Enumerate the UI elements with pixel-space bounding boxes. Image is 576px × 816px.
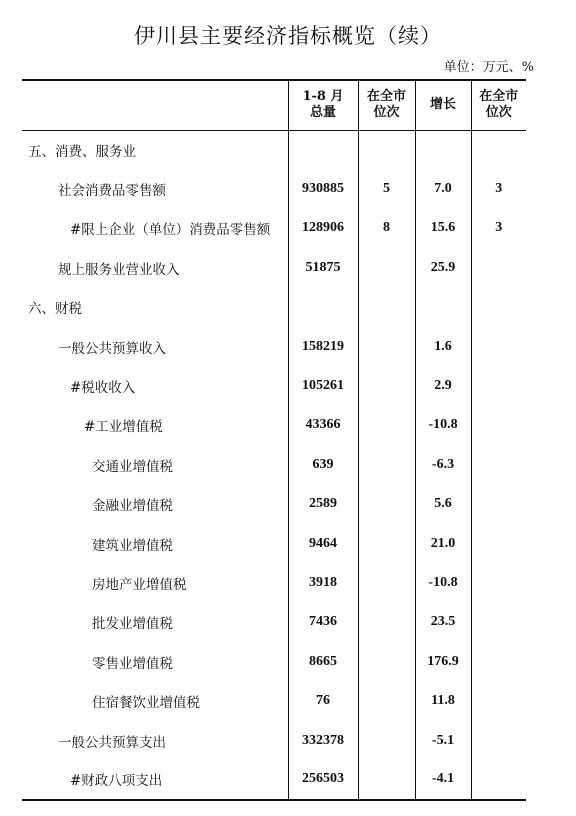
table-row bbox=[22, 248, 526, 287]
row-rank-growth bbox=[471, 563, 526, 602]
table-row bbox=[22, 563, 526, 602]
row-rank-total bbox=[358, 721, 415, 760]
header-label-cell bbox=[22, 80, 288, 130]
row-growth: 21.0 bbox=[415, 524, 471, 563]
row-growth: -6.3 bbox=[415, 445, 471, 484]
unit-note: 单位：万元、% bbox=[443, 60, 534, 75]
row-rank-growth bbox=[471, 288, 526, 327]
row-total: 105261 bbox=[288, 366, 358, 405]
row-rank-growth bbox=[471, 445, 526, 484]
row-label: 五、消费、服务业 bbox=[28, 143, 136, 160]
row-growth: 5.6 bbox=[415, 485, 471, 524]
row-total bbox=[288, 288, 358, 327]
row-label: #财政八项支出 bbox=[22, 760, 288, 799]
table-row bbox=[22, 524, 526, 563]
row-rank-growth bbox=[471, 642, 526, 681]
row-total: 158219 bbox=[288, 327, 358, 366]
row-label: 社会消费品零售额 bbox=[58, 183, 166, 200]
row-total: 8665 bbox=[288, 642, 358, 681]
header-total-line2: 总量 bbox=[309, 105, 336, 121]
table-row bbox=[22, 130, 526, 169]
row-label: 建筑业增值税 bbox=[92, 537, 173, 554]
row-growth: -10.8 bbox=[415, 406, 471, 445]
row-growth: -4.1 bbox=[415, 760, 471, 799]
row-label: 金融业增值税 bbox=[92, 498, 173, 515]
row-rank-total bbox=[358, 485, 415, 524]
row-rank-total bbox=[358, 248, 415, 287]
row-rank-total bbox=[358, 603, 415, 642]
row-rank-growth bbox=[471, 248, 526, 287]
row-rank-total: 5 bbox=[358, 169, 415, 208]
row-rank-growth bbox=[471, 130, 526, 169]
row-rank-total bbox=[358, 760, 415, 799]
row-label: 房地产业增值税 bbox=[92, 576, 187, 593]
table-row bbox=[22, 169, 526, 208]
table-body bbox=[22, 130, 526, 800]
header-growth-text: 增长 bbox=[429, 97, 456, 113]
row-rank-growth bbox=[471, 760, 526, 799]
row-rank-total bbox=[358, 327, 415, 366]
table-row bbox=[22, 760, 526, 799]
row-rank-total bbox=[358, 288, 415, 327]
row-growth bbox=[415, 130, 471, 169]
row-label: #限上企业（单位）消费品零售额 bbox=[70, 222, 271, 239]
row-growth: 176.9 bbox=[415, 642, 471, 681]
row-rank-total bbox=[358, 681, 415, 720]
page-title: 伊川县主要经济指标概览（续） bbox=[134, 24, 442, 48]
header-rank-growth bbox=[471, 80, 526, 130]
row-rank-growth bbox=[471, 603, 526, 642]
row-growth: -5.1 bbox=[415, 721, 471, 760]
row-total: 51875 bbox=[288, 248, 358, 287]
row-total: 332378 bbox=[288, 721, 358, 760]
row-growth: 15.6 bbox=[415, 209, 471, 248]
row-label: 批发业增值税 bbox=[92, 616, 173, 633]
row-rank-growth: 3 bbox=[471, 209, 526, 248]
table-row bbox=[22, 406, 526, 445]
row-label: #税收收入 bbox=[70, 380, 136, 397]
header-total bbox=[288, 80, 358, 130]
row-total: 639 bbox=[288, 445, 358, 484]
row-growth: 2.9 bbox=[415, 366, 471, 405]
row-rank-growth bbox=[471, 681, 526, 720]
row-rank-total bbox=[358, 563, 415, 602]
row-label: #工业增值税 bbox=[84, 419, 163, 436]
row-rank-total bbox=[358, 406, 415, 445]
row-growth: 1.6 bbox=[415, 327, 471, 366]
row-label: 交通业增值税 bbox=[92, 458, 173, 475]
header-growth bbox=[415, 80, 471, 130]
row-rank-growth bbox=[471, 406, 526, 445]
row-label: 零售业增值税 bbox=[92, 655, 173, 672]
table-row bbox=[22, 681, 526, 720]
row-total: 9464 bbox=[288, 524, 358, 563]
table-row bbox=[22, 642, 526, 681]
table-header-row bbox=[22, 80, 526, 130]
row-rank-growth bbox=[471, 721, 526, 760]
row-total: 256503 bbox=[288, 760, 358, 799]
row-total: 76 bbox=[288, 681, 358, 720]
row-rank-total bbox=[358, 642, 415, 681]
row-rank-growth bbox=[471, 366, 526, 405]
row-rank-total bbox=[358, 366, 415, 405]
header-rank-growth-line2: 位次 bbox=[485, 105, 512, 121]
row-rank-total bbox=[358, 130, 415, 169]
table-row bbox=[22, 603, 526, 642]
row-rank-growth bbox=[471, 485, 526, 524]
row-rank-growth bbox=[471, 524, 526, 563]
row-total: 3918 bbox=[288, 563, 358, 602]
header-total-line1: 1-8 月 bbox=[302, 89, 344, 105]
row-total: 2589 bbox=[288, 485, 358, 524]
row-growth: 11.8 bbox=[415, 681, 471, 720]
header-rank-total-line1: 在全市 bbox=[366, 89, 406, 105]
row-label: 规上服务业营业收入 bbox=[58, 261, 180, 278]
row-rank-total bbox=[358, 524, 415, 563]
table-row bbox=[22, 485, 526, 524]
header-rank-total-line2: 位次 bbox=[373, 105, 400, 121]
row-label: 一般公共预算支出 bbox=[58, 734, 166, 751]
row-rank-total: 8 bbox=[358, 209, 415, 248]
table-row bbox=[22, 288, 526, 327]
row-rank-growth bbox=[471, 327, 526, 366]
header-rank-growth-line1: 在全市 bbox=[479, 89, 519, 105]
row-rank-total bbox=[358, 445, 415, 484]
header-rank-total bbox=[358, 80, 415, 130]
row-total: 43366 bbox=[288, 406, 358, 445]
indicator-table bbox=[22, 79, 526, 801]
row-growth bbox=[415, 288, 471, 327]
table-row bbox=[22, 209, 526, 248]
row-growth: -10.8 bbox=[415, 563, 471, 602]
row-total: 128906 bbox=[288, 209, 358, 248]
row-total: 7436 bbox=[288, 603, 358, 642]
row-label: 住宿餐饮业增值税 bbox=[92, 695, 200, 712]
row-total: 930885 bbox=[288, 169, 358, 208]
table-row bbox=[22, 721, 526, 760]
row-label: 六、财税 bbox=[28, 301, 82, 318]
row-growth: 25.9 bbox=[415, 248, 471, 287]
table-row bbox=[22, 445, 526, 484]
row-total bbox=[288, 130, 358, 169]
table-row bbox=[22, 327, 526, 366]
row-rank-growth: 3 bbox=[471, 169, 526, 208]
row-growth: 7.0 bbox=[415, 169, 471, 208]
row-growth: 23.5 bbox=[415, 603, 471, 642]
row-label: 一般公共预算收入 bbox=[58, 340, 166, 357]
table-row bbox=[22, 366, 526, 405]
